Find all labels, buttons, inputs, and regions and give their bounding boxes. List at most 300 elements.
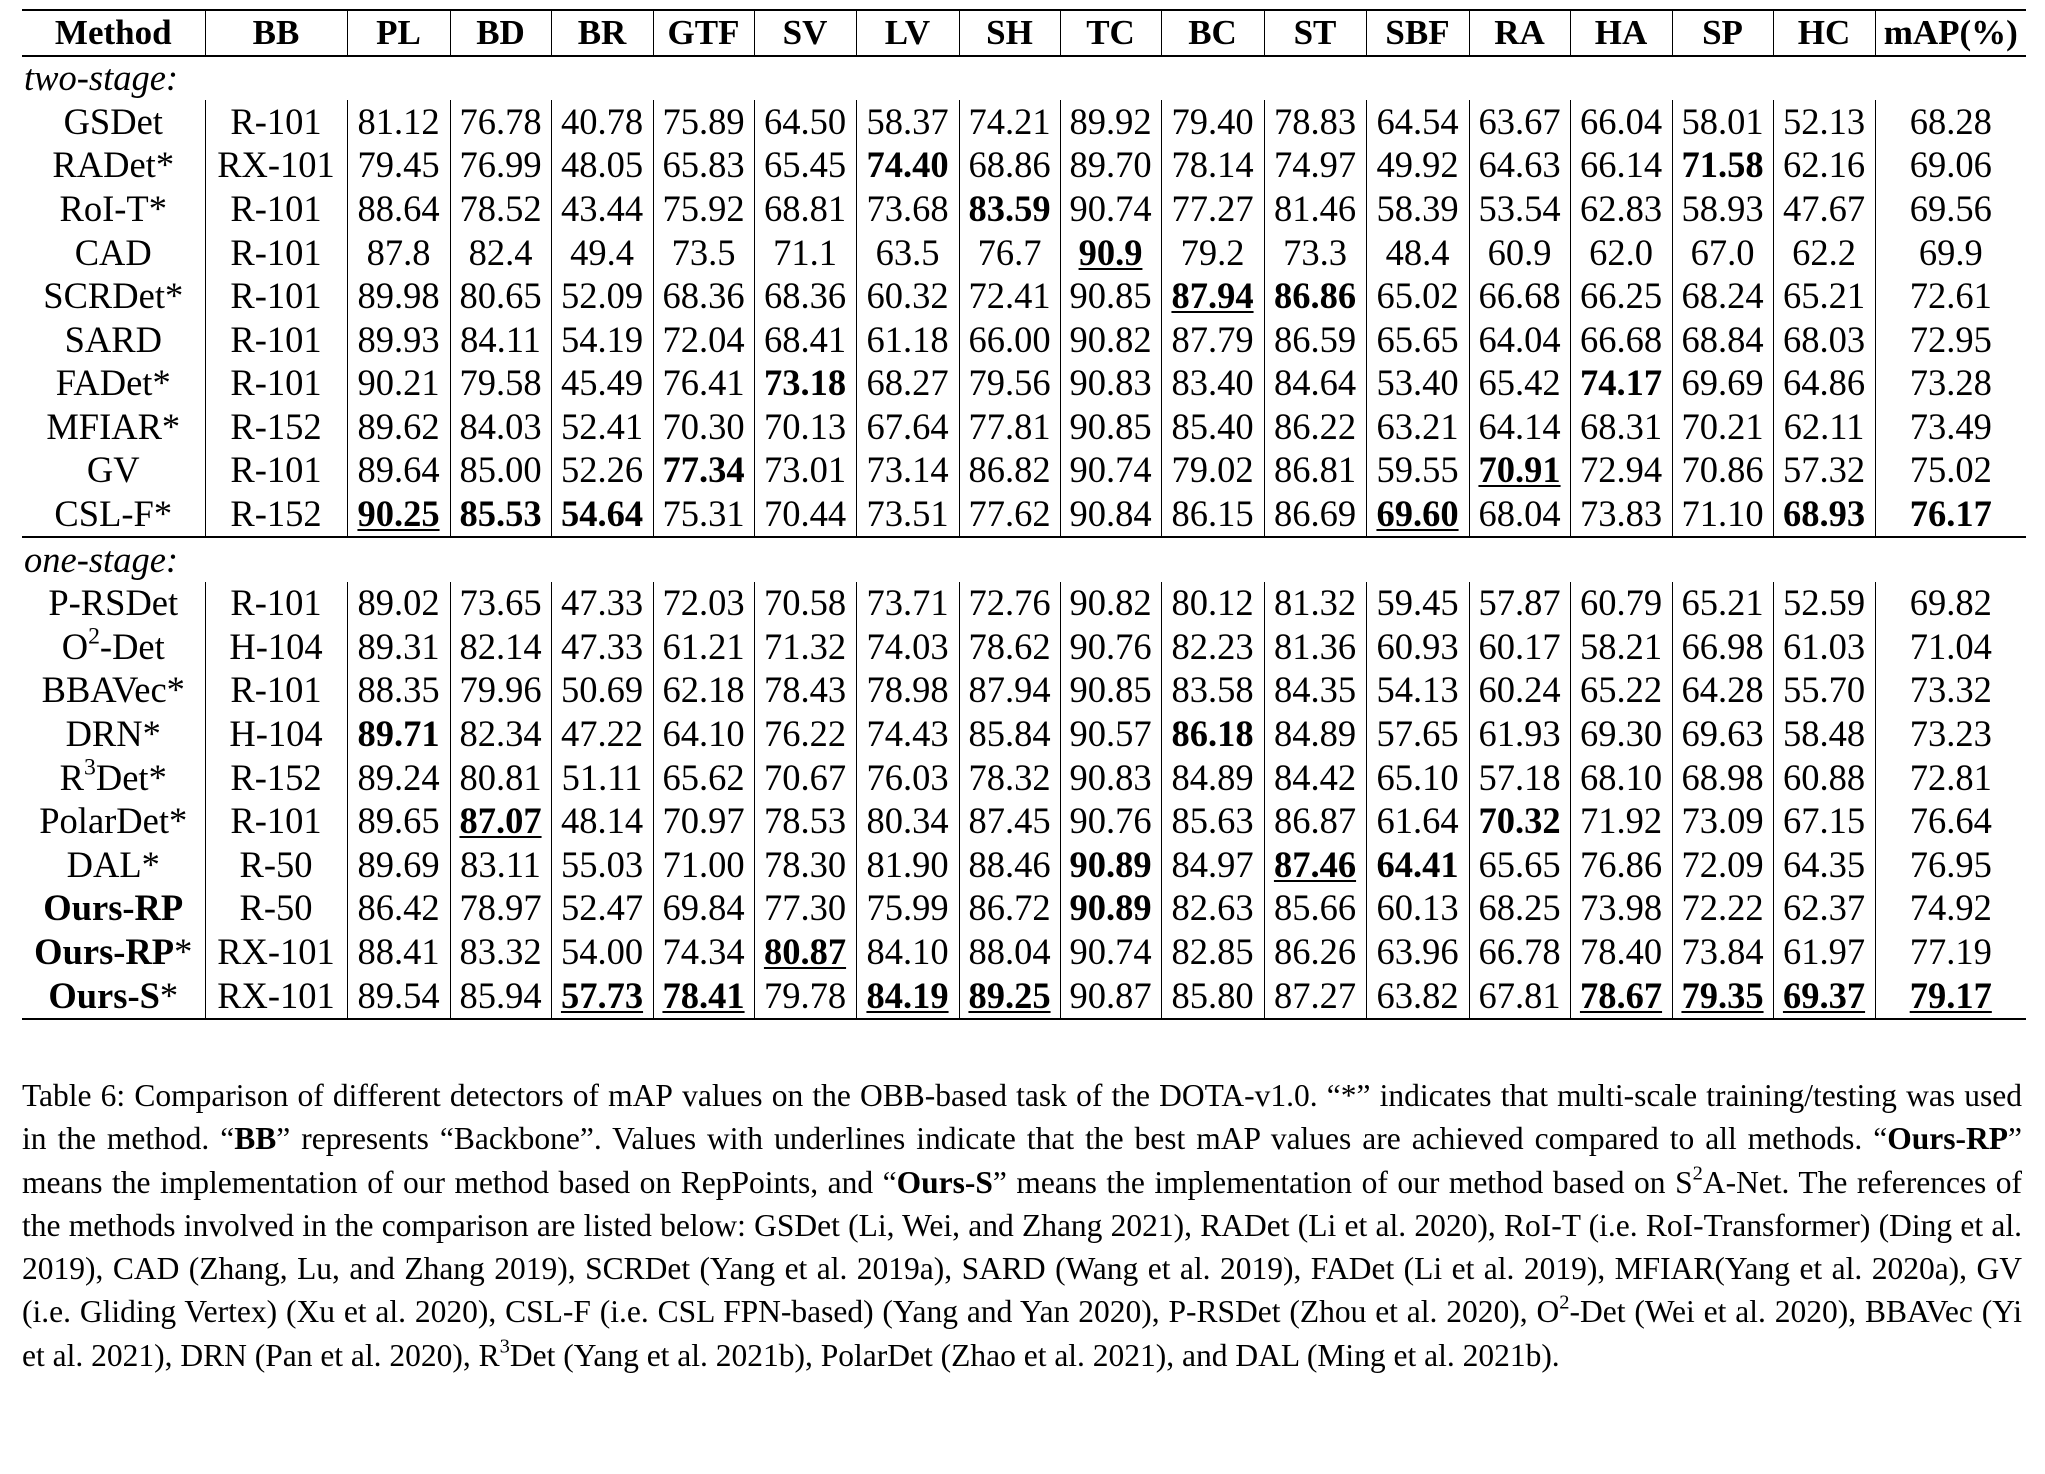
value-cell: 90.82 [1060,318,1161,362]
table-row [22,144,2026,188]
group-label: two-stage: [24,57,179,99]
value-cell: 76.22 [754,713,856,757]
map-cell: 71.04 [1875,625,2026,669]
value-cell: 82.14 [450,625,551,669]
value-cell: 78.14 [1161,144,1264,188]
method-cell: $O^2$-Det [61,623,165,667]
value-cell: 78.52 [450,187,551,231]
value-cell: 68.84 [1672,318,1773,362]
value-cell: 90.74 [1060,449,1161,493]
value-cell: 58.93 [1672,187,1773,231]
value-cell: 88.35 [347,669,450,713]
table-row [22,800,2026,844]
column-header: SH [959,10,1060,56]
value-cell: 90.9 [1060,231,1161,275]
value-cell: 49.4 [551,231,653,275]
value-cell: 76.7 [959,231,1060,275]
value-cell: 72.09 [1672,843,1773,887]
value-cell: 90.89 [1060,887,1161,931]
backbone-cell: R-101 [205,231,347,275]
value-cell: 86.81 [1264,449,1366,493]
value-cell: 65.02 [1366,275,1469,319]
value-cell: 87.94 [1161,275,1264,319]
value-cell: 88.64 [347,187,450,231]
table-row [22,582,2026,626]
value-cell: 87.8 [347,231,450,275]
value-cell: 74.21 [959,100,1060,144]
column-header: BC [1161,10,1264,56]
value-cell: 65.21 [1773,275,1875,319]
value-cell: 52.26 [551,449,653,493]
value-cell: 58.01 [1672,100,1773,144]
value-cell: 60.32 [856,275,959,319]
value-cell: 90.25 [347,493,450,538]
value-cell: 70.97 [653,800,754,844]
value-cell: 62.16 [1773,144,1875,188]
value-cell: 68.81 [754,187,856,231]
value-cell: 64.04 [1469,318,1570,362]
value-cell: 55.03 [551,843,653,887]
table-row [22,930,2026,974]
value-cell: 75.31 [653,493,754,538]
value-cell: 81.32 [1264,582,1366,626]
value-cell: 76.86 [1570,843,1672,887]
value-cell: 73.01 [754,449,856,493]
value-cell: 90.84 [1060,493,1161,538]
value-cell: 58.39 [1366,187,1469,231]
method-cell: FADet* [55,362,171,404]
value-cell: 68.31 [1570,405,1672,449]
value-cell: 69.69 [1672,362,1773,406]
caption-bold: BB [234,1121,277,1157]
value-cell: 79.02 [1161,449,1264,493]
value-cell: 66.68 [1570,318,1672,362]
map-cell: 76.64 [1875,800,2026,844]
value-cell: 85.94 [450,974,551,1019]
value-cell: 79.58 [450,362,551,406]
value-cell: 79.96 [450,669,551,713]
backbone-cell: R-152 [205,405,347,449]
backbone-cell: R-50 [205,887,347,931]
value-cell: 79.45 [347,144,450,188]
value-cell: 79.35 [1672,974,1773,1019]
value-cell: 51.11 [551,756,653,800]
value-cell: 69.30 [1570,713,1672,757]
value-cell: 82.63 [1161,887,1264,931]
value-cell: 68.04 [1469,493,1570,538]
value-cell: 83.11 [450,843,551,887]
value-cell: 78.83 [1264,100,1366,144]
value-cell: 90.83 [1060,362,1161,406]
value-cell: 64.63 [1469,144,1570,188]
value-cell: 76.41 [653,362,754,406]
backbone-cell: RX-101 [205,974,347,1019]
table-row [22,449,2026,493]
column-header: LV [856,10,959,56]
table-row [22,275,2026,319]
value-cell: 71.32 [754,625,856,669]
caption-text: ” means the implementation of our method based on RepPoints, and “ [22,1121,2022,1200]
table-row [22,187,2026,231]
value-cell: 64.50 [754,100,856,144]
value-cell: 77.62 [959,493,1060,538]
backbone-cell: H-104 [205,713,347,757]
value-cell: 74.03 [856,625,959,669]
value-cell: 86.82 [959,449,1060,493]
value-cell: 49.92 [1366,144,1469,188]
value-cell: 87.94 [959,669,1060,713]
value-cell: 79.2 [1161,231,1264,275]
value-cell: 47.33 [551,625,653,669]
value-cell: 63.21 [1366,405,1469,449]
map-cell: 69.56 [1875,187,2026,231]
value-cell: 68.03 [1773,318,1875,362]
value-cell: 57.65 [1366,713,1469,757]
map-cell: 77.19 [1875,930,2026,974]
value-cell: 90.21 [347,362,450,406]
caption-bold: Ours-S [896,1164,993,1200]
value-cell: 54.00 [551,930,653,974]
value-cell: 85.66 [1264,887,1366,931]
value-cell: 65.21 [1672,582,1773,626]
value-cell: 80.34 [856,800,959,844]
value-cell: 69.60 [1366,493,1469,538]
value-cell: 68.36 [754,275,856,319]
value-cell: 71.92 [1570,800,1672,844]
value-cell: 64.28 [1672,669,1773,713]
value-cell: 50.69 [551,669,653,713]
value-cell: 82.4 [450,231,551,275]
method-cell: CSL-F* [54,493,173,535]
caption-text: values on the OBB-based task of the DOTA-v1.0. “*” indicates that multi-scale training/testing was used in the method. “ [22,1078,2022,1157]
value-cell: 80.65 [450,275,551,319]
column-header: mAP(%) [1875,10,2026,56]
value-cell: 60.88 [1773,756,1875,800]
caption-math: mAP [608,1078,673,1113]
value-cell: 70.30 [653,405,754,449]
value-cell: 68.41 [754,318,856,362]
value-cell: 85.80 [1161,974,1264,1019]
value-cell: 86.18 [1161,713,1264,757]
table-caption [22,1074,2022,1377]
value-cell: 77.81 [959,405,1060,449]
map-cell: 79.17 [1875,974,2026,1019]
value-cell: 70.13 [754,405,856,449]
value-cell: 88.04 [959,930,1060,974]
caption-text: ” means the implementation of our method based on S [992,1164,1693,1200]
value-cell: 81.90 [856,843,959,887]
value-cell: 72.76 [959,582,1060,626]
value-cell: 90.89 [1060,843,1161,887]
value-cell: 62.37 [1773,887,1875,931]
value-cell: 80.12 [1161,582,1264,626]
map-cell: 74.92 [1875,887,2026,931]
column-header: Method [22,10,205,56]
value-cell: 52.47 [551,887,653,931]
value-cell: 89.65 [347,800,450,844]
value-cell: 67.15 [1773,800,1875,844]
map-cell: 75.02 [1875,449,2026,493]
value-cell: 62.18 [653,669,754,713]
value-cell: 67.64 [856,405,959,449]
method-cell: GSDet [63,100,163,142]
value-cell: 68.24 [1672,275,1773,319]
value-cell: 72.04 [653,318,754,362]
value-cell: 65.45 [754,144,856,188]
value-cell: 72.03 [653,582,754,626]
value-cell: 83.40 [1161,362,1264,406]
caption-sup: 2 [1692,1162,1703,1185]
value-cell: 89.31 [347,625,450,669]
value-cell: 89.62 [347,405,450,449]
value-cell: 74.34 [653,930,754,974]
value-cell: 69.37 [1773,974,1875,1019]
value-cell: 77.34 [653,449,754,493]
value-cell: 89.25 [959,974,1060,1019]
value-cell: 52.13 [1773,100,1875,144]
value-cell: 65.10 [1366,756,1469,800]
value-cell: 74.97 [1264,144,1366,188]
method-cell: $R^3Det*$ [59,754,167,798]
value-cell: 64.86 [1773,362,1875,406]
value-cell: 77.27 [1161,187,1264,231]
value-cell: 74.43 [856,713,959,757]
value-cell: 65.22 [1570,669,1672,713]
column-header: BB [205,10,347,56]
value-cell: 86.72 [959,887,1060,931]
value-cell: 89.54 [347,974,450,1019]
value-cell: 78.40 [1570,930,1672,974]
table-row [22,887,2026,931]
value-cell: 86.59 [1264,318,1366,362]
method-cell: Ours-S* [22,974,205,1019]
results-table-container [22,9,2022,1020]
value-cell: 73.09 [1672,800,1773,844]
value-cell: 73.83 [1570,493,1672,538]
value-cell: 89.93 [347,318,450,362]
value-cell: 45.49 [551,362,653,406]
value-cell: 89.64 [347,449,450,493]
value-cell: 84.89 [1264,713,1366,757]
value-cell: 73.84 [1672,930,1773,974]
value-cell: 57.73 [551,974,653,1019]
value-cell: 85.63 [1161,800,1264,844]
method-cell: BBAVec* [41,669,185,711]
value-cell: 77.30 [754,887,856,931]
caption-text: A-Net. The references of the methods involved in the comparison are listed below: GSDet (Li, Wei, and Zhang 2021), RADet (Li et al. 2020), RoI-T (i.e. RoI-Transformer) (Ding et al. 2019), CAD (Zhang, Lu, and Zhang 2019), SCRDet (Yang et al. 2019a), SARD (Wang et al. 2019), FADet (Li et al. 2019), MFIAR(Yang et al. 2020a), GV (i.e. Gliding Vertex) (Xu et al. 2020), CSL-F (i.e. CSL FPN-based) (Yang and Yan 2020), P-RSDet (Zhou et al. 2020), O [22,1164,2022,1330]
column-header: RA [1469,10,1570,56]
column-header: BR [551,10,653,56]
table-row [22,493,2026,538]
value-cell: 62.11 [1773,405,1875,449]
value-cell: 68.98 [1672,756,1773,800]
value-cell: 90.74 [1060,930,1161,974]
value-cell: 65.65 [1469,843,1570,887]
value-cell: 65.65 [1366,318,1469,362]
value-cell: 89.71 [347,713,450,757]
value-cell: 73.5 [653,231,754,275]
column-header: TC [1060,10,1161,56]
map-cell: 69.82 [1875,582,2026,626]
value-cell: 61.18 [856,318,959,362]
value-cell: 66.14 [1570,144,1672,188]
value-cell: 78.30 [754,843,856,887]
value-cell: 86.15 [1161,493,1264,538]
value-cell: 85.40 [1161,405,1264,449]
value-cell: 66.98 [1672,625,1773,669]
value-cell: 85.84 [959,713,1060,757]
value-cell: 62.2 [1773,231,1875,275]
value-cell: 59.55 [1366,449,1469,493]
table-row [22,100,2026,144]
results-table [22,9,2026,1020]
value-cell: 47.22 [551,713,653,757]
backbone-cell: R-101 [205,362,347,406]
value-cell: 79.78 [754,974,856,1019]
value-cell: 90.87 [1060,974,1161,1019]
caption-text: Table 6: Comparison of different detectors of [22,1078,609,1113]
caption-text: Det (Yang et al. 2021b), PolarDet (Zhao et al. 2021), and DAL (Ming et al. 2021b). [509,1337,1560,1373]
value-cell: 73.71 [856,582,959,626]
value-cell: 68.25 [1469,887,1570,931]
value-cell: 84.19 [856,974,959,1019]
value-cell: 83.59 [959,187,1060,231]
value-cell: 90.85 [1060,275,1161,319]
value-cell: 66.04 [1570,100,1672,144]
value-cell: 72.41 [959,275,1060,319]
value-cell: 90.57 [1060,713,1161,757]
method-cell: DAL* [66,843,160,885]
value-cell: 84.35 [1264,669,1366,713]
table-row [22,362,2026,406]
backbone-cell: R-101 [205,275,347,319]
method-cell: PolarDet* [39,800,188,842]
value-cell: 70.86 [1672,449,1773,493]
value-cell: 60.93 [1366,625,1469,669]
caption-bold: Ours-RP [1887,1121,2009,1157]
value-cell: 69.84 [653,887,754,931]
value-cell: 73.98 [1570,887,1672,931]
table-row [22,669,2026,713]
method-cell: RoI-T* [59,187,167,229]
value-cell: 78.97 [450,887,551,931]
value-cell: 78.62 [959,625,1060,669]
value-cell: 52.59 [1773,582,1875,626]
caption-text: -Det (Wei et al. 2020), BBAVec (Yi et al. 2021), DRN (Pan et al. 2020), R [22,1294,2022,1373]
value-cell: 65.42 [1469,362,1570,406]
value-cell: 63.5 [856,231,959,275]
value-cell: 83.32 [450,930,551,974]
table-row [22,843,2026,887]
table-row [22,625,2026,669]
method-cell: CAD [74,231,152,273]
caption-text: ” represents “Backbone”. Values with underlines indicate that the best mAP values are achieved compared to all methods. “ [276,1121,1888,1157]
value-cell: 72.22 [1672,887,1773,931]
value-cell: 80.81 [450,756,551,800]
value-cell: 69.63 [1672,713,1773,757]
value-cell: 66.25 [1570,275,1672,319]
value-cell: 90.74 [1060,187,1161,231]
value-cell: 86.22 [1264,405,1366,449]
group-label-row [22,537,2026,582]
value-cell: 55.70 [1773,669,1875,713]
value-cell: 71.1 [754,231,856,275]
column-header: HA [1570,10,1672,56]
value-cell: 71.00 [653,843,754,887]
table-row [22,231,2026,275]
value-cell: 90.76 [1060,625,1161,669]
value-cell: 68.36 [653,275,754,319]
value-cell: 62.0 [1570,231,1672,275]
value-cell: 65.62 [653,756,754,800]
value-cell: 75.92 [653,187,754,231]
value-cell: 88.41 [347,930,450,974]
value-cell: 64.10 [653,713,754,757]
value-cell: 54.64 [551,493,653,538]
map-cell: 69.9 [1875,231,2026,275]
group-label: one-stage: [22,537,2026,582]
method-cell: SCRDet* [43,275,184,317]
method-cell: SARD [64,318,162,360]
value-cell: 87.79 [1161,318,1264,362]
value-cell: 73.14 [856,449,959,493]
value-cell: 82.85 [1161,930,1264,974]
column-header: SBF [1366,10,1469,56]
table-row [22,713,2026,757]
value-cell: 84.03 [450,405,551,449]
value-cell: 76.99 [450,144,551,188]
value-cell: 73.3 [1264,231,1366,275]
value-cell: 81.12 [347,100,450,144]
value-cell: 82.23 [1161,625,1264,669]
value-cell: 66.78 [1469,930,1570,974]
value-cell: 90.83 [1060,756,1161,800]
map-cell: 69.06 [1875,144,2026,188]
value-cell: 86.87 [1264,800,1366,844]
value-cell: 71.10 [1672,493,1773,538]
map-cell: 73.28 [1875,362,2026,406]
table-body [22,56,2026,1019]
table-row [22,974,2026,1019]
value-cell: 84.11 [450,318,551,362]
value-cell: 61.97 [1773,930,1875,974]
value-cell: 60.24 [1469,669,1570,713]
value-cell: 53.40 [1366,362,1469,406]
backbone-cell: R-101 [205,449,347,493]
value-cell: 57.87 [1469,582,1570,626]
map-cell: 76.17 [1875,493,2026,538]
method-cell: DRN* [65,713,161,755]
column-header: PL [347,10,450,56]
map-cell: 68.28 [1875,100,2026,144]
value-cell: 40.78 [551,100,653,144]
value-cell: 70.58 [754,582,856,626]
value-cell: 62.83 [1570,187,1672,231]
value-cell: 85.53 [450,493,551,538]
value-cell: 70.21 [1672,405,1773,449]
value-cell: 73.68 [856,187,959,231]
value-cell: 78.32 [959,756,1060,800]
value-cell: 70.67 [754,756,856,800]
value-cell: 47.33 [551,582,653,626]
backbone-cell: R-101 [205,318,347,362]
column-header: GTF [653,10,754,56]
value-cell: 57.18 [1469,756,1570,800]
value-cell: 87.46 [1264,843,1366,887]
value-cell: 81.46 [1264,187,1366,231]
backbone-cell: RX-101 [205,930,347,974]
value-cell: 57.32 [1773,449,1875,493]
